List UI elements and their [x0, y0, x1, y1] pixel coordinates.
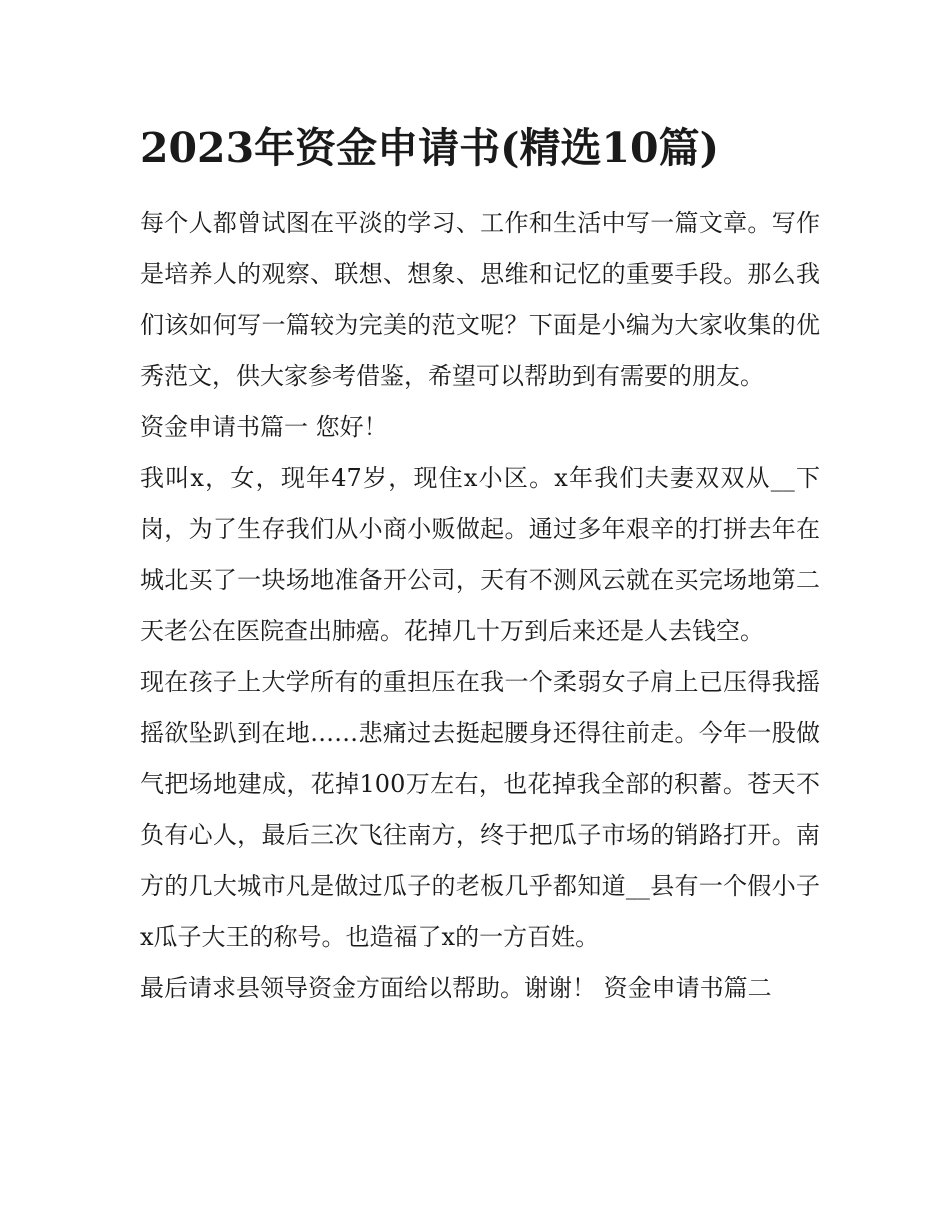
- paragraph-struggle: 现在孩子上大学所有的重担压在我一个柔弱女子肩上已压得我摇摇欲坠趴到在地……悲痛过去挺起腰身还得往前走。今年一股做气把场地建成，花掉100万左右，也花掉我全部的积蓄。苍天不负有心人，最后三次飞往南方，终于把瓜子市场的销路打开。南方的几大城市凡是做过瓜子的老板几乎都知道__县有一个假小子x瓜子大王的称号。也造福了x的一方百姓。: [140, 668, 820, 951]
- document-body: [140, 198, 820, 1014]
- document-title: 2023年资金申请书(精选10篇): [140, 124, 719, 172]
- paragraph-section-heading: 资金申请书篇一 您好！: [140, 413, 388, 441]
- paragraph-request: 最后请求县领导资金方面给以帮助。谢谢！ 资金申请书篇二: [140, 974, 772, 1002]
- paragraph-background: 我叫x，女，现年47岁，现住x小区。x年我们夫妻双双从__下岗，为了生存我们从小商小贩做起。通过多年艰辛的打拼去年在城北买了一块场地准备开公司，天有不测风云就在买完场地第二天老公在医院查出肺癌。花掉几十万到后来还是人去钱空。: [140, 464, 820, 645]
- paragraph-intro: 每个人都曾试图在平淡的学习、工作和生活中写一篇文章。写作是培养人的观察、联想、想象、思维和记忆的重要手段。那么我们该如何写一篇较为完美的范文呢？下面是小编为大家收集的优秀范文，供大家参考借鉴，希望可以帮助到有需要的朋友。: [140, 209, 820, 390]
